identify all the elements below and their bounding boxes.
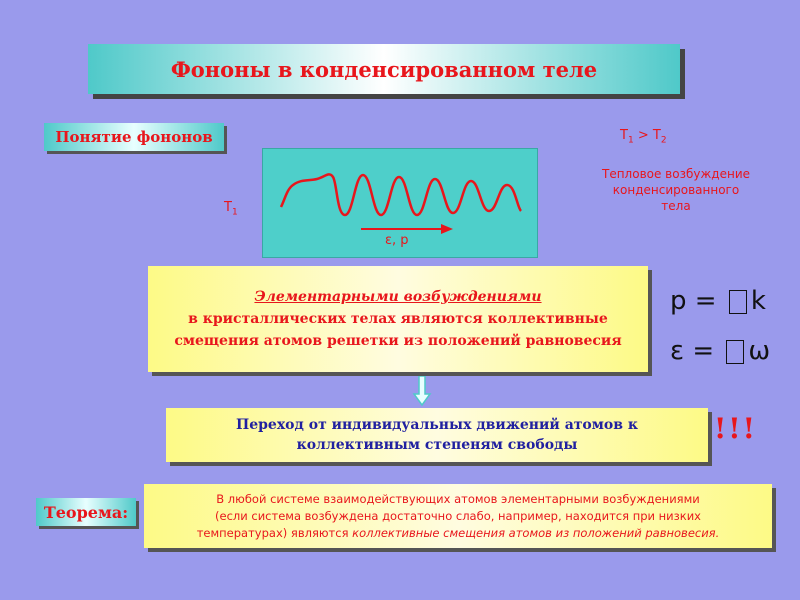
theorem-line-1: В любой системе взаимодействующих атомов элементарными возбуждениями xyxy=(216,491,700,506)
elementary-excitations-box xyxy=(148,266,648,372)
hbar-symbol xyxy=(726,340,744,364)
concept-label-text: Понятие фононов xyxy=(55,128,213,146)
thermal-line: Тепловое возбуждение xyxy=(602,167,750,181)
theorem-line-3: температурах) являются коллективные смещения атомов из положений равновесия. xyxy=(196,525,720,540)
transition-box xyxy=(166,408,708,462)
theorem-label xyxy=(36,498,136,526)
slide-title-text: Фононы в конденсированном теле xyxy=(170,56,598,82)
elementary-line-3: смещения атомов решетки из положений равновесия xyxy=(174,333,622,349)
t1-label: $T_1$ xyxy=(224,200,238,218)
momentum-formula: p = k xyxy=(670,286,766,316)
transition-line-1: Переход от индивидуальных движений атомов к xyxy=(236,417,638,433)
energy-formula: ε = ω xyxy=(670,336,771,366)
thermal-excitation-text xyxy=(590,166,762,214)
slide-title xyxy=(88,44,680,94)
theorem-box xyxy=(144,484,772,548)
concept-label xyxy=(44,123,224,151)
down-arrow-icon xyxy=(412,376,432,410)
exclamation-marks: !!! xyxy=(714,412,757,445)
theorem-label-text: Теорема: xyxy=(43,502,129,522)
transition-line-2: коллективным степеням свободы xyxy=(296,437,578,453)
eps-p-label: ε, p xyxy=(385,233,409,248)
elementary-line-1: Элементарными возбуждениями xyxy=(254,289,542,305)
wave-arrow-head xyxy=(441,224,453,234)
thermal-line: конденсированного xyxy=(612,183,740,197)
hbar-symbol xyxy=(729,290,747,314)
wave-curve xyxy=(281,174,521,215)
temperature-relation: $T_1 > T_2$ xyxy=(620,128,667,146)
theorem-line-2: (если система возбуждена достаточно слабо, например, находится при низких xyxy=(215,508,701,523)
elementary-line-2: в кристаллических телах являются коллективные xyxy=(188,311,608,327)
thermal-line: тела xyxy=(661,199,691,213)
